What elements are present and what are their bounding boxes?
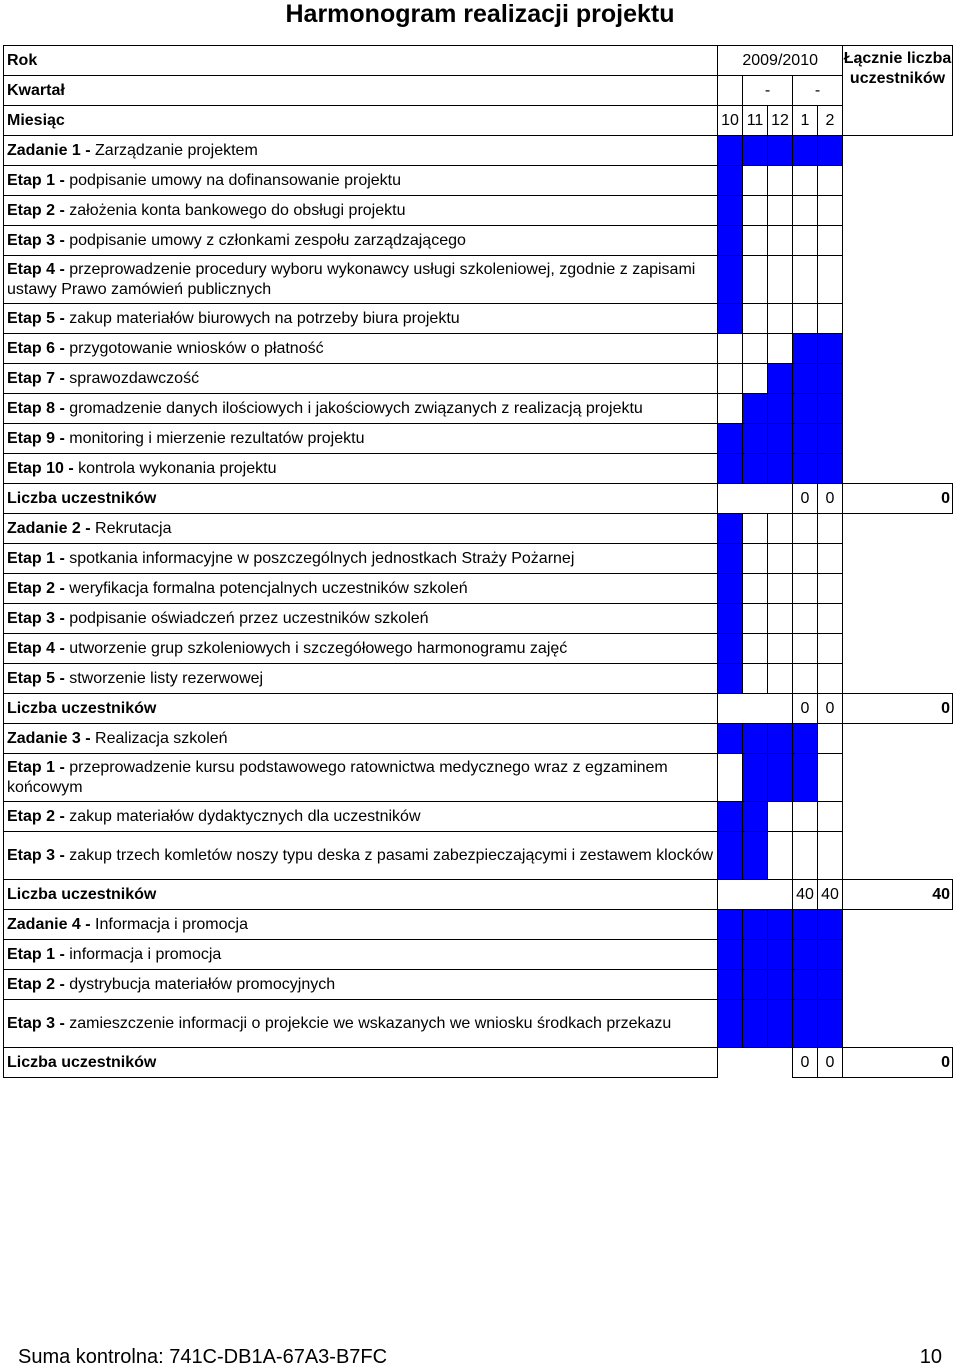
gantt-cell-filled bbox=[768, 1000, 793, 1048]
gantt-cell-empty bbox=[793, 226, 818, 256]
gantt-cell-filled bbox=[768, 424, 793, 454]
gantt-cell-filled bbox=[718, 832, 743, 880]
summary-label: Liczba uczestników bbox=[4, 1048, 718, 1078]
gantt-cell-empty bbox=[718, 364, 743, 394]
gantt-cell-empty bbox=[768, 574, 793, 604]
gantt-cell-empty bbox=[793, 544, 818, 574]
gantt-cell-empty bbox=[793, 574, 818, 604]
gantt-cell-empty bbox=[743, 226, 768, 256]
row-label bbox=[4, 256, 718, 304]
row-label bbox=[4, 970, 718, 1000]
gantt-cell-filled bbox=[793, 364, 818, 394]
gantt-cell-filled bbox=[718, 910, 743, 940]
gantt-cell-filled bbox=[718, 634, 743, 664]
gantt-cell-filled bbox=[718, 970, 743, 1000]
row-prefix: Zadanie 2 - bbox=[7, 519, 96, 537]
row-text: utworzenie grup szkoleniowych i szczegółowego harmonogramu zajęć bbox=[69, 639, 568, 657]
gantt-cell-empty bbox=[818, 724, 843, 754]
total-value: 40 bbox=[843, 880, 953, 910]
gantt-cell-filled bbox=[793, 394, 818, 424]
gantt-cell-filled bbox=[793, 910, 818, 940]
row-prefix: Etap 1 - bbox=[7, 549, 70, 567]
row-text: podpisanie umowy z członkami zespołu zarządzającego bbox=[69, 231, 466, 249]
gantt-cell-filled bbox=[793, 424, 818, 454]
row-text: przeprowadzenie kursu podstawowego ratownictwa medycznego wraz z egzaminem końcowym bbox=[7, 758, 668, 796]
stage-row bbox=[4, 226, 953, 256]
gantt-cell-filled bbox=[768, 940, 793, 970]
rok-value: 2009/2010 bbox=[718, 46, 843, 76]
gantt-cell-filled bbox=[818, 394, 843, 424]
gantt-cell-filled bbox=[818, 364, 843, 394]
stage-row bbox=[4, 424, 953, 454]
row-label bbox=[4, 454, 718, 484]
row-label bbox=[4, 754, 718, 802]
total-value: 0 bbox=[843, 484, 953, 514]
row-label bbox=[4, 394, 718, 424]
stage-row bbox=[4, 304, 953, 334]
row-text: zakup materiałów dydaktycznych dla uczestników bbox=[69, 807, 421, 825]
month-cell: 11 bbox=[743, 106, 768, 136]
gantt-cell-filled bbox=[793, 136, 818, 166]
participants-value: 0 bbox=[793, 694, 818, 724]
row-prefix: Etap 3 - bbox=[7, 846, 70, 864]
stage-row bbox=[4, 364, 953, 394]
row-label bbox=[4, 226, 718, 256]
row-label bbox=[4, 544, 718, 574]
gantt-cell-filled bbox=[768, 970, 793, 1000]
row-prefix: Etap 5 - bbox=[7, 669, 70, 687]
checksum-text: Suma kontrolna: 741C-DB1A-67A3-B7FC bbox=[18, 1346, 388, 1368]
summary-row bbox=[4, 880, 953, 910]
row-prefix: Etap 4 - bbox=[7, 260, 70, 278]
total-value: 0 bbox=[843, 694, 953, 724]
task-row bbox=[4, 910, 953, 940]
gantt-cell-empty bbox=[743, 514, 768, 544]
gantt-cell-filled bbox=[743, 394, 768, 424]
gantt-cell-empty bbox=[793, 514, 818, 544]
summary-label: Liczba uczestników bbox=[4, 484, 718, 514]
gantt-cell-empty bbox=[768, 256, 793, 304]
participants-value: 0 bbox=[818, 484, 843, 514]
row-prefix: Etap 7 - bbox=[7, 369, 70, 387]
row-label bbox=[4, 724, 718, 754]
gantt-cell-filled bbox=[718, 424, 743, 454]
gantt-cell-filled bbox=[743, 940, 768, 970]
row-prefix: Zadanie 4 - bbox=[7, 915, 96, 933]
row-prefix: Etap 2 - bbox=[7, 579, 70, 597]
gantt-cell-empty bbox=[793, 832, 818, 880]
gantt-cell-filled bbox=[718, 136, 743, 166]
gantt-cell-empty bbox=[743, 334, 768, 364]
gantt-cell-filled bbox=[768, 454, 793, 484]
participants-value: 40 bbox=[793, 880, 818, 910]
row-text: informacja i promocja bbox=[69, 945, 222, 963]
participants-value: 0 bbox=[793, 484, 818, 514]
row-text: przeprowadzenie procedury wyboru wykonawcy usługi szkoleniowej, zgodnie z zapisami ustawy Prawo zamówień publicznych bbox=[7, 260, 696, 298]
gantt-cell-filled bbox=[718, 574, 743, 604]
gantt-cell-filled bbox=[718, 802, 743, 832]
gantt-cell-empty bbox=[768, 226, 793, 256]
participants-value: 0 bbox=[818, 1048, 843, 1078]
row-text: Zarządzanie projektem bbox=[95, 141, 258, 159]
month-cell: 10 bbox=[718, 106, 743, 136]
task-row bbox=[4, 514, 953, 544]
gantt-cell-filled bbox=[793, 454, 818, 484]
row-text: przygotowanie wniosków o płatność bbox=[69, 339, 324, 357]
row-prefix: Etap 2 - bbox=[7, 975, 70, 993]
gantt-cell-empty bbox=[818, 574, 843, 604]
row-text: założenia konta bankowego do obsługi projektu bbox=[69, 201, 406, 219]
gantt-cell-empty bbox=[818, 802, 843, 832]
gantt-cell-empty bbox=[718, 394, 743, 424]
stage-row bbox=[4, 940, 953, 970]
row-prefix: Etap 3 - bbox=[7, 1014, 70, 1032]
row-label bbox=[4, 574, 718, 604]
row-prefix: Etap 4 - bbox=[7, 639, 70, 657]
gantt-cell-filled bbox=[818, 970, 843, 1000]
gantt-cell-empty bbox=[793, 634, 818, 664]
stage-row bbox=[4, 544, 953, 574]
gantt-cell-empty bbox=[818, 166, 843, 196]
gantt-cell-empty bbox=[743, 634, 768, 664]
gantt-cell-filled bbox=[743, 136, 768, 166]
gantt-cell-empty bbox=[818, 304, 843, 334]
gantt-cell-filled bbox=[743, 724, 768, 754]
gantt-cell-filled bbox=[743, 970, 768, 1000]
participants-value: 0 bbox=[818, 694, 843, 724]
gantt-cell-filled bbox=[743, 910, 768, 940]
kwartal-label: Kwartał bbox=[4, 76, 718, 106]
summary-label: Liczba uczestników bbox=[4, 694, 718, 724]
gantt-cell-filled bbox=[743, 424, 768, 454]
month-cell: 1 bbox=[793, 106, 818, 136]
gantt-cell-empty bbox=[768, 664, 793, 694]
gantt-cell-empty bbox=[818, 832, 843, 880]
kwartal-value: - bbox=[793, 76, 843, 106]
gantt-cell-empty bbox=[818, 226, 843, 256]
gantt-cell-empty bbox=[768, 802, 793, 832]
month-cell: 2 bbox=[818, 106, 843, 136]
gantt-cell-empty bbox=[768, 196, 793, 226]
gantt-cell-empty bbox=[818, 664, 843, 694]
stage-row bbox=[4, 754, 953, 802]
gantt-cell-filled bbox=[718, 514, 743, 544]
gantt-cell-filled bbox=[718, 1000, 743, 1048]
stage-row bbox=[4, 604, 953, 634]
header-row-miesiac bbox=[4, 106, 953, 136]
gantt-cell-empty bbox=[793, 304, 818, 334]
task-row bbox=[4, 136, 953, 166]
summary-row bbox=[4, 694, 953, 724]
gantt-cell-filled bbox=[818, 136, 843, 166]
row-label bbox=[4, 364, 718, 394]
month-cell: 12 bbox=[768, 106, 793, 136]
page-number: 10 bbox=[919, 1346, 942, 1368]
gantt-cell-filled bbox=[718, 454, 743, 484]
row-label bbox=[4, 334, 718, 364]
gantt-cell-filled bbox=[768, 754, 793, 802]
stage-row bbox=[4, 832, 953, 880]
gantt-cell-filled bbox=[718, 304, 743, 334]
row-label bbox=[4, 940, 718, 970]
gantt-cell-filled bbox=[768, 394, 793, 424]
row-prefix: Etap 2 - bbox=[7, 807, 70, 825]
page-title: Harmonogram realizacji projektu bbox=[285, 0, 675, 28]
row-text: Informacja i promocja bbox=[95, 915, 248, 933]
row-text: zamieszczenie informacji o projekcie we wskazanych we wniosku środkach przekazu bbox=[69, 1014, 672, 1032]
total-participants-header: Łącznie liczba uczestników bbox=[843, 46, 953, 136]
row-label bbox=[4, 832, 718, 880]
rok-label: Rok bbox=[4, 46, 718, 76]
task-row bbox=[4, 724, 953, 754]
row-text: weryfikacja formalna potencjalnych uczestników szkoleń bbox=[69, 579, 468, 597]
stage-row bbox=[4, 394, 953, 424]
gantt-cell-empty bbox=[743, 304, 768, 334]
gantt-cell-filled bbox=[793, 970, 818, 1000]
gantt-cell-filled bbox=[818, 424, 843, 454]
gantt-cell-filled bbox=[818, 1000, 843, 1048]
stage-row bbox=[4, 664, 953, 694]
header-row-kwartal bbox=[4, 76, 953, 106]
row-label bbox=[4, 604, 718, 634]
gantt-cell-filled bbox=[718, 724, 743, 754]
gantt-cell-filled bbox=[718, 256, 743, 304]
row-text: spotkania informacyjne w poszczególnych jednostkach Straży Pożarnej bbox=[69, 549, 575, 567]
stage-row bbox=[4, 1000, 953, 1048]
total-value: 0 bbox=[843, 1048, 953, 1078]
gantt-cell-empty bbox=[768, 604, 793, 634]
miesiac-label: Miesiąc bbox=[4, 106, 718, 136]
stage-row bbox=[4, 574, 953, 604]
stage-row bbox=[4, 970, 953, 1000]
row-prefix: Etap 5 - bbox=[7, 309, 70, 327]
gantt-cell-empty bbox=[743, 256, 768, 304]
summary-row bbox=[4, 1048, 953, 1078]
gantt-cell-filled bbox=[743, 1000, 768, 1048]
gantt-cell-empty bbox=[743, 166, 768, 196]
gantt-cell-empty bbox=[793, 166, 818, 196]
gantt-cell-filled bbox=[768, 724, 793, 754]
header-row-rok bbox=[4, 46, 953, 76]
gantt-cell-empty bbox=[768, 304, 793, 334]
gantt-cell-empty bbox=[818, 256, 843, 304]
row-text: dystrybucja materiałów promocyjnych bbox=[69, 975, 336, 993]
gantt-cell-filled bbox=[818, 940, 843, 970]
gantt-cell-empty bbox=[793, 802, 818, 832]
participants-value: 0 bbox=[793, 1048, 818, 1078]
gantt-cell-empty bbox=[743, 544, 768, 574]
gantt-cell-empty bbox=[793, 604, 818, 634]
row-prefix: Etap 1 - bbox=[7, 758, 70, 776]
row-text: podpisanie umowy na dofinansowanie projektu bbox=[69, 171, 402, 189]
row-label bbox=[4, 910, 718, 940]
row-prefix: Zadanie 1 - bbox=[7, 141, 96, 159]
gantt-cell-empty bbox=[743, 574, 768, 604]
stage-row bbox=[4, 802, 953, 832]
gantt-cell-filled bbox=[743, 454, 768, 484]
gantt-cell-filled bbox=[818, 454, 843, 484]
stage-row bbox=[4, 166, 953, 196]
stage-row bbox=[4, 334, 953, 364]
gantt-cell-empty bbox=[793, 196, 818, 226]
row-text: zakup trzech komletów noszy typu deska z pasami zabezpieczającymi i zestawem klocków bbox=[69, 846, 714, 864]
row-label bbox=[4, 664, 718, 694]
row-prefix: Etap 6 - bbox=[7, 339, 70, 357]
row-label bbox=[4, 304, 718, 334]
row-text: Rekrutacja bbox=[95, 519, 172, 537]
gantt-cell-empty bbox=[818, 604, 843, 634]
gantt-cell-filled bbox=[718, 604, 743, 634]
participants-value: 40 bbox=[818, 880, 843, 910]
row-prefix: Etap 8 - bbox=[7, 399, 70, 417]
row-prefix: Zadanie 3 - bbox=[7, 729, 96, 747]
gantt-cell-filled bbox=[768, 364, 793, 394]
row-prefix: Etap 3 - bbox=[7, 231, 70, 249]
stage-row bbox=[4, 454, 953, 484]
gantt-cell-empty bbox=[743, 196, 768, 226]
gantt-cell-empty bbox=[818, 754, 843, 802]
gantt-cell-filled bbox=[743, 802, 768, 832]
gantt-cell-filled bbox=[718, 196, 743, 226]
schedule-table bbox=[3, 45, 953, 1078]
gantt-cell-filled bbox=[818, 910, 843, 940]
stage-row bbox=[4, 196, 953, 226]
gantt-cell-empty bbox=[768, 544, 793, 574]
gantt-cell-empty bbox=[818, 544, 843, 574]
gantt-cell-filled bbox=[793, 1000, 818, 1048]
row-text: kontrola wykonania projektu bbox=[78, 459, 277, 477]
gantt-cell-filled bbox=[793, 724, 818, 754]
gantt-cell-filled bbox=[718, 940, 743, 970]
gantt-cell-empty bbox=[768, 832, 793, 880]
gantt-cell-filled bbox=[743, 754, 768, 802]
row-label bbox=[4, 802, 718, 832]
gantt-cell-filled bbox=[718, 664, 743, 694]
row-prefix: Etap 1 - bbox=[7, 945, 70, 963]
row-label bbox=[4, 514, 718, 544]
row-text: podpisanie oświadczeń przez uczestników szkoleń bbox=[69, 609, 429, 627]
summary-label: Liczba uczestników bbox=[4, 880, 718, 910]
row-prefix: Etap 3 - bbox=[7, 609, 70, 627]
gantt-cell-filled bbox=[718, 544, 743, 574]
gantt-cell-filled bbox=[818, 334, 843, 364]
row-label bbox=[4, 196, 718, 226]
row-label bbox=[4, 1000, 718, 1048]
row-text: stworzenie listy rezerwowej bbox=[69, 669, 264, 687]
row-text: Realizacja szkoleń bbox=[95, 729, 228, 747]
gantt-cell-empty bbox=[818, 196, 843, 226]
stage-row bbox=[4, 634, 953, 664]
gantt-cell-filled bbox=[768, 910, 793, 940]
gantt-cell-empty bbox=[743, 364, 768, 394]
stage-row bbox=[4, 256, 953, 304]
gantt-cell-empty bbox=[718, 334, 743, 364]
gantt-cell-filled bbox=[793, 334, 818, 364]
kwartal-value: - bbox=[743, 76, 793, 106]
row-label bbox=[4, 634, 718, 664]
gantt-cell-empty bbox=[768, 514, 793, 544]
row-text: gromadzenie danych ilościowych i jakościowych związanych z realizacją projektu bbox=[69, 399, 643, 417]
gantt-cell-empty bbox=[818, 514, 843, 544]
row-text: zakup materiałów biurowych na potrzeby biura projektu bbox=[69, 309, 460, 327]
gantt-cell-empty bbox=[768, 634, 793, 664]
row-label bbox=[4, 424, 718, 454]
gantt-cell-empty bbox=[793, 256, 818, 304]
gantt-cell-empty bbox=[768, 166, 793, 196]
row-text: sprawozdawczość bbox=[69, 369, 200, 387]
gantt-cell-empty bbox=[768, 334, 793, 364]
gantt-cell-filled bbox=[718, 226, 743, 256]
gantt-cell-empty bbox=[793, 664, 818, 694]
row-label bbox=[4, 166, 718, 196]
gantt-cell-filled bbox=[768, 136, 793, 166]
gantt-cell-empty bbox=[743, 664, 768, 694]
gantt-cell-filled bbox=[793, 754, 818, 802]
row-prefix: Etap 2 - bbox=[7, 201, 70, 219]
gantt-cell-filled bbox=[743, 832, 768, 880]
gantt-cell-empty bbox=[743, 604, 768, 634]
gantt-cell-empty bbox=[718, 754, 743, 802]
gantt-cell-empty bbox=[818, 634, 843, 664]
gantt-cell-filled bbox=[718, 166, 743, 196]
row-prefix: Etap 10 - bbox=[7, 459, 79, 477]
row-prefix: Etap 1 - bbox=[7, 171, 70, 189]
row-label bbox=[4, 136, 718, 166]
row-text: monitoring i mierzenie rezultatów projektu bbox=[69, 429, 365, 447]
summary-row bbox=[4, 484, 953, 514]
gantt-cell-filled bbox=[793, 940, 818, 970]
row-prefix: Etap 9 - bbox=[7, 429, 70, 447]
